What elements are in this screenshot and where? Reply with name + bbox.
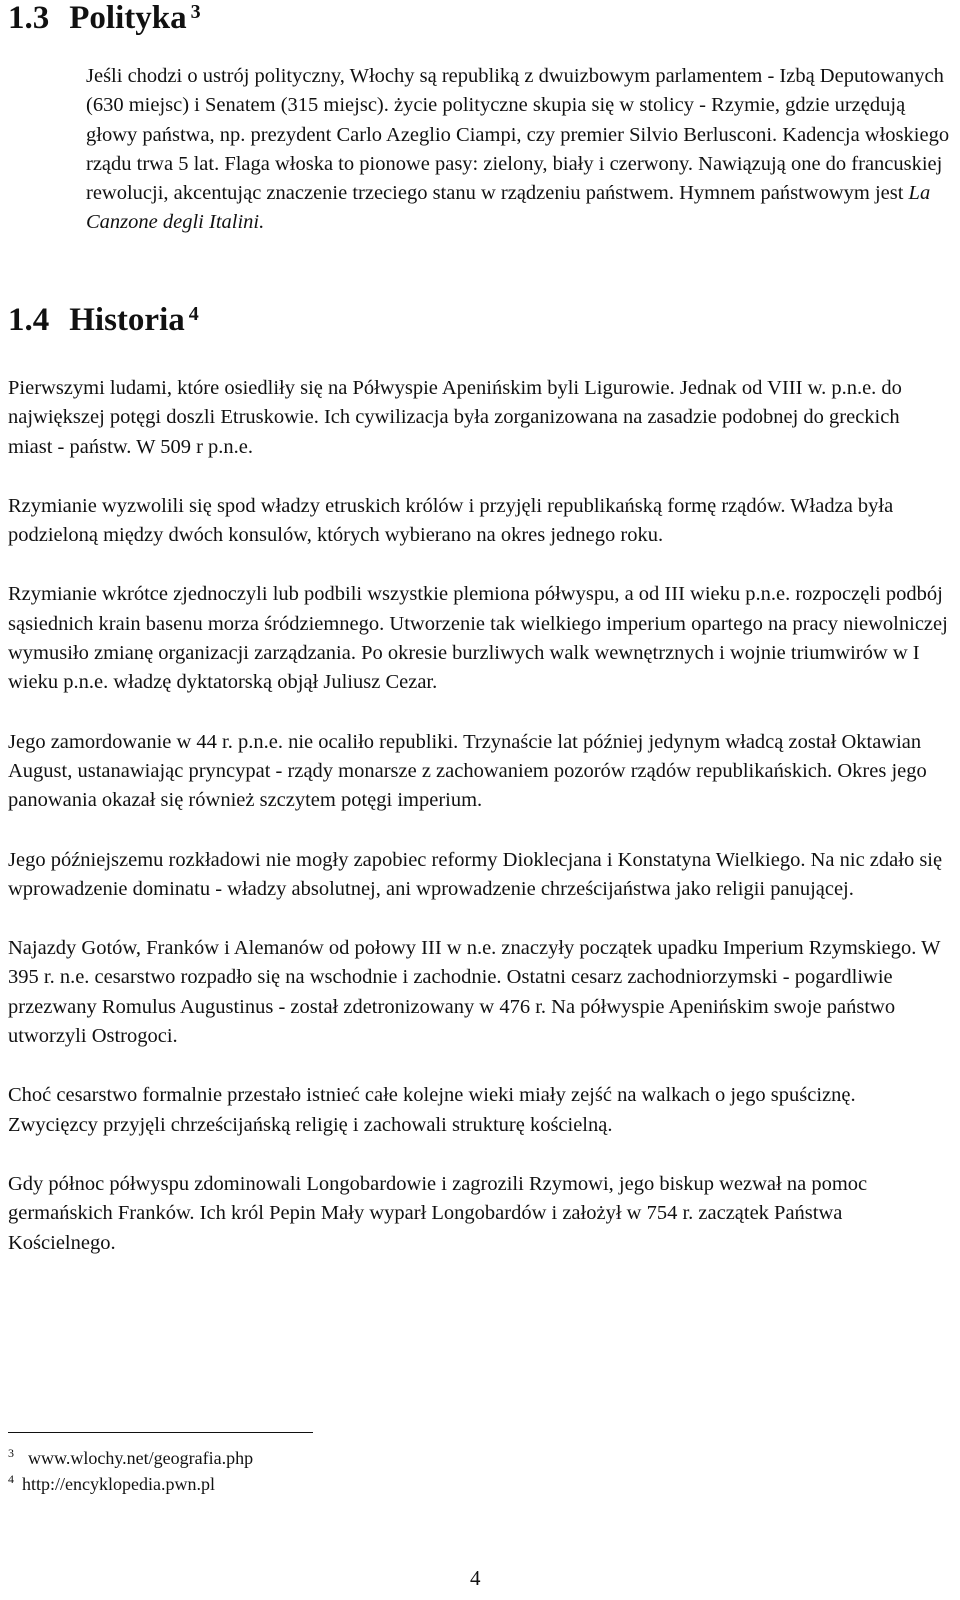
footnote (8, 1473, 215, 1495)
footnote-reference[interactable]: 3 (190, 1, 201, 23)
section-number: 1.3 (8, 0, 50, 36)
paragraph: Rzymianie wyzwolili się spod władzy etruskich królów i przyjęli republikańską formę rządów. Władza była podzieloną między dwóch konsulów, których wybierano na okres jednego roku. (8, 494, 894, 547)
polityka-paragraph (86, 62, 956, 238)
page-number: 4 (470, 1566, 481, 1590)
section-number: 1.4 (8, 302, 50, 338)
paragraph: Najazdy Gotów, Franków i Alemanów od połowy III w n.e. znaczyły początek upadku Imperium Rzymskiego. W 395 r. n.e. cesarstwo rozpadło się na wschodnie i zachodnie. Ostatni cesarz zachodniorzymski - pogardliwie przezwany Romulus Augustinus - został zdetronizowany w 476 r. Na półwyspie Apenińskim swoje państwo utworzyli Ostrogoci. (8, 937, 941, 1048)
anthem-title: La Canzone degli Italini. (86, 182, 931, 234)
section-heading-historia (8, 302, 199, 338)
paragraph: Gdy północ półwyspu zdominowali Longobardowie i zagrozili Rzymowi, jego biskup wezwał na pomoc germańskich Franków. Ich król Pepin Mały wyparł Longobardów i założył w 754 r. zaczątek Państwa Kościelnego. (8, 1172, 868, 1254)
footnote (8, 1447, 253, 1469)
footnote-mark: 4 (8, 1472, 14, 1486)
footnote-mark: 3 (8, 1446, 14, 1460)
section-title: Polityka (69, 0, 187, 36)
section-heading-polityka (8, 0, 201, 36)
historia-body (8, 374, 948, 1258)
paragraph: Rzymianie wkrótce zjednoczyli lub podbili wszystkie plemiona półwyspu, a od III wieku p.n.e. rozpoczęli podbój sąsiednich krain basenu morza śródziemnego. Utworzenie tak wielkiego imperium opartego na pracy niewolniczej wymusiło zmianę organizacji zarządzania. Po okresie burzliwych walk wewnętrznych i wojnie triumwirów w I wieku p.n.e. władzę dyktatorską objął Juliusz Cezar. (8, 583, 948, 694)
footnote-reference[interactable]: 4 (188, 303, 199, 325)
paragraph: Choć cesarstwo formalnie przestało istnieć całe kolejne wieki miały zejść na walkach o jego spuściznę. Zwycięzcy przyjęli chrześcijańską religię i zachowali strukturę kościelną. (8, 1084, 856, 1136)
section-title: Historia (69, 302, 185, 338)
paragraph: Jego zamordowanie w 44 r. p.n.e. nie ocaliło republiki. Trzynaście lat później jedynym władcą został Oktawian August, ustanawiając pryncypat - rządy monarsze z zachowaniem pozorów rządów republikańskich. Okres jego panowania okazał się również szczytem potęgi imperium. (8, 730, 927, 812)
polityka-text: Jeśli chodzi o ustrój polityczny, Włochy są republiką z dwuizbowym parlamentem - Izbą Deputowanych (630 miejsc) i Senatem (315 miejsc). życie polityczne skupia się w stolicy - Rzymie, gdzie urzędują głowy państwa, np. prezydent Carlo Azeglio Ciampi, czy premier Silvio Berlusconi. Kadencja włoskiego rządu trwa 5 lat. Flaga włoska to pionowe pasy: zielony, biały i czerwony. Nawiązują one do francuskiej rewolucji, akcentując znaczenie trzeciego stanu w rządzeniu państwem. Hymnem państwowym jest (86, 65, 950, 205)
footnote-link[interactable]: www.wlochy.net/geografia.php (28, 1448, 254, 1468)
footnote-link[interactable]: http://encyklopedia.pwn.pl (22, 1474, 215, 1494)
paragraph: Jego późniejszemu rozkładowi nie mogły zapobiec reformy Dioklecjana i Konstatyna Wielkiego. Na nic zdało się wprowadzenie dominatu - władzy absolutnej, ani wprowadzenie chrześcijaństwa jako religii panującej. (8, 848, 943, 900)
paragraph: Pierwszymi ludami, które osiedliły się na Półwyspie Apenińskim byli Ligurowie. Jednak od VIII w. p.n.e. do największej potęgi doszli Etruskowie. Ich cywilizacja była zorganizowana na zasadzie podobnej do greckich miast - państw. W 509 r p.n.e. (8, 377, 902, 458)
footnote-separator (8, 1432, 313, 1433)
